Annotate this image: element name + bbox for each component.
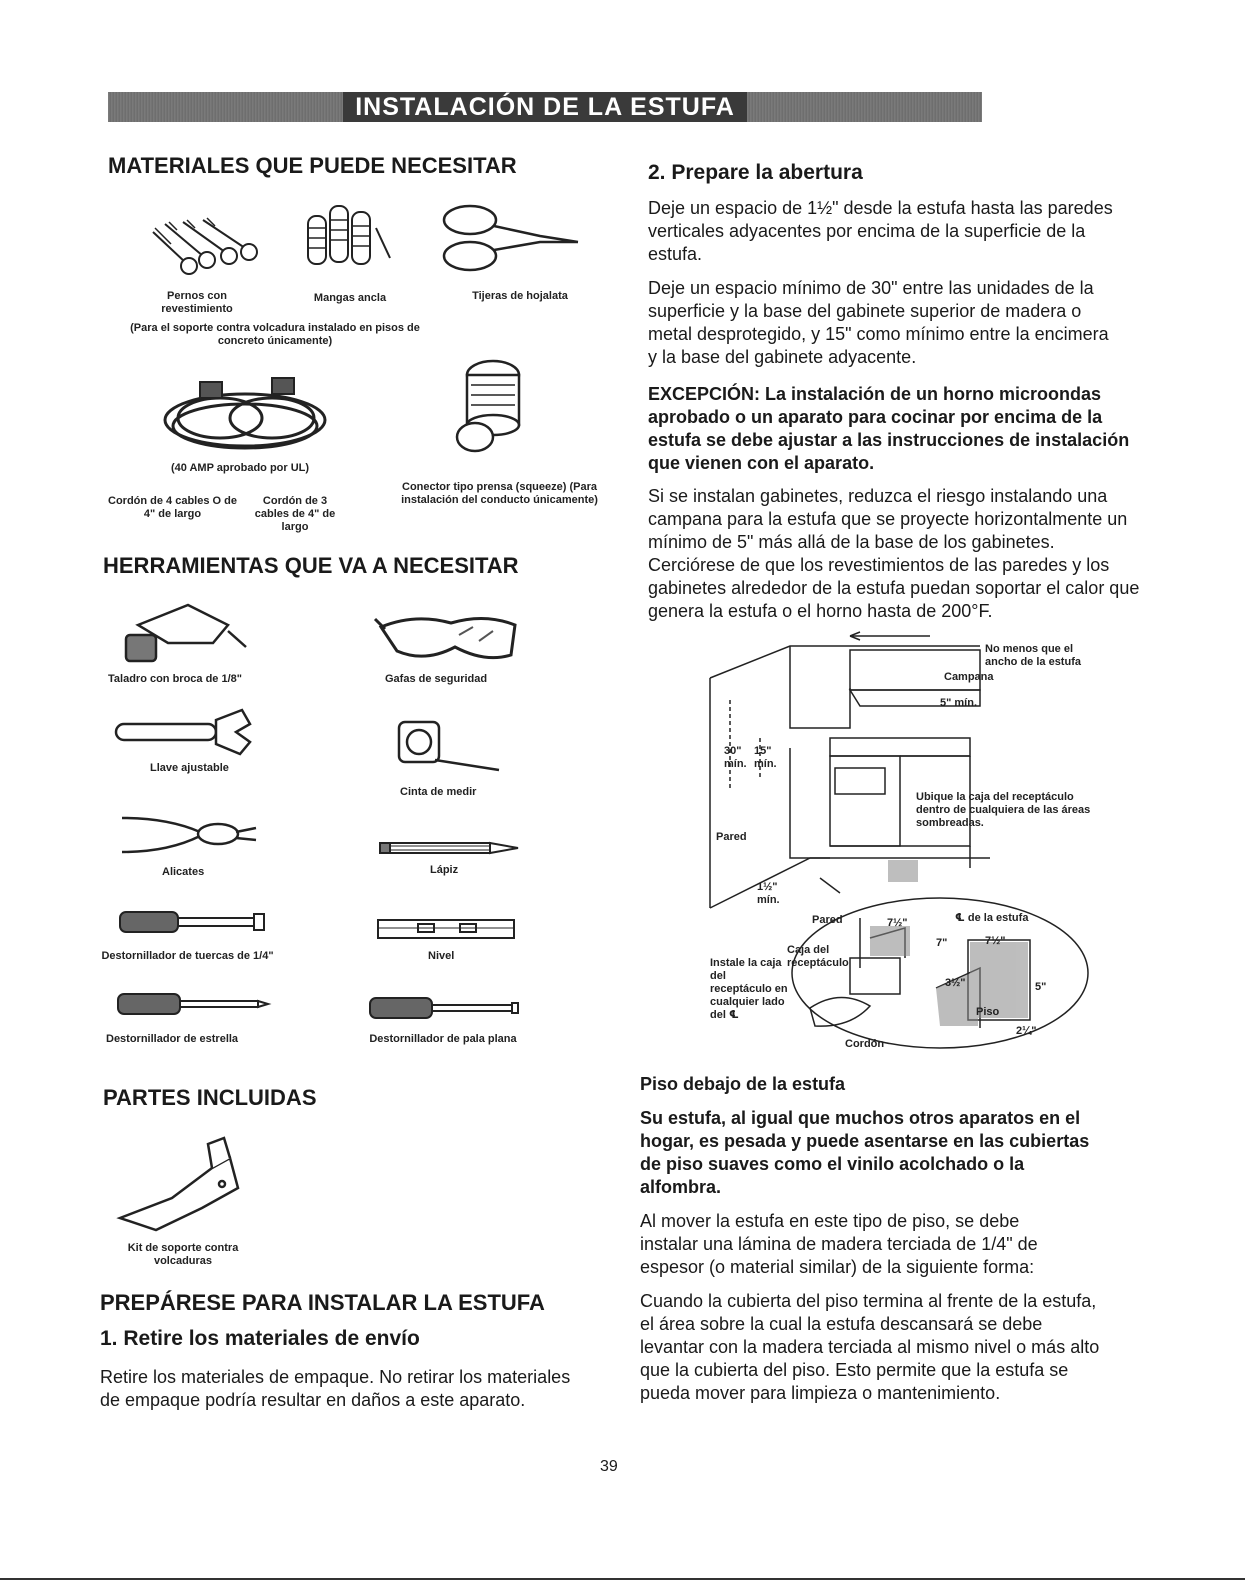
exception-note: EXCEPCIÓN: La instalación de un horno microondas aprobado o un aparato para cocinar por encima de la estufa se debe ajustar a las instrucciones de instalación que vienen con el aparato. — [648, 384, 1130, 473]
mangas-caption: Mangas ancla — [313, 292, 387, 304]
diagram-instale: Instale la caja del receptáculo en cualquier lado del ℄ — [710, 957, 788, 1021]
concrete-note: (Para el soporte contra volcadura instalado en pisos de concreto únicamente) — [130, 322, 420, 347]
diagram-pared: Pared — [716, 831, 747, 843]
diagram-ubique: Ubique la caja del receptáculo dentro de cualquiera de las áreas sombreadas. — [916, 791, 1091, 829]
goggles-illustration — [375, 605, 520, 665]
floor-p1: Al mover la estufa en este tipo de piso, se debe instalar una lámina de madera terciada de 1/4" de espesor (o material similar) de la siguiente forma: — [640, 1211, 1038, 1277]
step1-heading: 1. Retire los materiales de envío — [100, 1327, 420, 1350]
floor-heading: Piso debajo de la estufa — [640, 1074, 846, 1094]
lapiz-caption: Lápiz — [430, 864, 459, 876]
diagram-30min: 30" mín. — [724, 745, 747, 770]
tijeras-caption: Tijeras de hojalata — [472, 290, 568, 302]
screws-illustration — [145, 212, 260, 282]
llave-caption: Llave ajustable — [150, 762, 229, 774]
diagram-cordon: Cordón — [845, 1038, 885, 1050]
kit-caption: Kit de soporte contra volcaduras — [127, 1242, 239, 1267]
bottom-rule — [0, 1578, 1245, 1580]
floor-bold-text: Su estufa, al igual que muchos otros aparatos en el hogar, es pesada y puede asentarse en las cubiertas de piso suaves como el vinilo acolchado o la alfombra. — [640, 1108, 1090, 1197]
wrench-illustration — [112, 710, 252, 755]
diagram-no-menos: No menos que el ancho de la estufa — [985, 643, 1081, 668]
ul-note: (40 AMP aprobado por UL) — [170, 462, 310, 474]
tin-snips-illustration — [440, 200, 580, 275]
anchors-illustration — [300, 198, 400, 278]
pencil-illustration — [380, 840, 520, 856]
anti-tip-bracket-illustration — [112, 1138, 247, 1233]
diagram-2-25: 2¼" — [1016, 1025, 1037, 1037]
gafas-caption: Gafas de seguridad — [385, 673, 488, 685]
dest-estrella-caption: Destornillador de estrella — [106, 1033, 239, 1045]
nivel-caption: Nivel — [428, 950, 455, 962]
taladro-caption: Taladro con broca de 1/8" — [108, 673, 242, 685]
tape-measure-illustration — [395, 718, 505, 778]
materials-heading: MATERIALES QUE PUEDE NECESITAR — [108, 153, 517, 178]
alicates-caption: Alicates — [162, 866, 205, 878]
diagram-7-5a: 7½" — [887, 917, 908, 929]
step2-p3: Si se instalan gabinetes, reduzca el riesgo instalando una campana para la estufa que se proyecte horizontalmente un mínimo de 5" más allá de la base de los gabinetes. Cerciórese de que los revestimientos de las paredes y los gabinetes alrededor de la estufa puedan soportar el calor que genera la estufa o el horno hasta de 200°F. — [648, 486, 1140, 621]
dest-tuercas-caption: Destornillador de tuercas de 1/4" — [101, 950, 274, 962]
diagram-1-5min: 1½" mín. — [757, 881, 780, 906]
dest-pala-caption: Destornillador de pala plana — [369, 1033, 517, 1045]
diagram-3-5: 3½" — [945, 977, 966, 989]
cordon4-caption: Cordón de 4 cables O de 4" de largo — [108, 495, 237, 520]
diagram-campana: Campana — [944, 671, 994, 683]
diagram-cl-estufa: ℄ de la estufa — [955, 912, 1029, 924]
cordon3-caption: Cordón de 3 cables de 4" de largo — [254, 495, 336, 533]
step1-text: Retire los materiales de empaque. No retirar los materiales de empaque podría resultar en daños a este aparato. — [100, 1367, 571, 1410]
diagram-15min: 15" mín. — [754, 745, 777, 770]
banner — [108, 92, 982, 122]
conector-caption: Conector tipo prensa (squeeze) (Para instalación del conducto únicamente) — [401, 481, 598, 506]
diagram-5min: 5" mín. — [940, 697, 978, 709]
diagram-7-5b: 7½" — [985, 935, 1006, 947]
step2-p2: Deje un espacio mínimo de 30" entre las unidades de la superficie y la base del gabinete superior de madera o metal desprotegido, y 15" como mínimo entre la encimera y la base del gabinete adyacente. — [648, 278, 1109, 367]
diagram-piso: Piso — [976, 1006, 1000, 1018]
diagram-caja: Caja del receptáculo — [787, 944, 849, 969]
step2-p1: Deje un espacio de 1½" desde la estufa hasta las paredes verticales adyacentes por encima de la superficie de la estufa. — [648, 198, 1113, 264]
drill-illustration — [118, 595, 248, 665]
cinta-caption: Cinta de medir — [400, 786, 477, 798]
tools-heading: HERRAMIENTAS QUE VA A NECESITAR — [103, 553, 519, 578]
floor-p2: Cuando la cubierta del piso termina al frente de la estufa, el área sobre la cual la estufa descansará se debe levantar con la madera terciada al mismo nivel o más alto que la cubierta del piso. Esto permite que la estufa se pueda mover para limpieza o mantenimiento. — [640, 1291, 1100, 1403]
pernos-caption: Pernos con revestimiento — [161, 290, 233, 315]
phillips-screwdriver-illustration — [118, 992, 268, 1016]
power-cords-illustration — [160, 360, 330, 465]
page-number: 39 — [600, 1458, 618, 1475]
prepare-heading: PREPÁRESE PARA INSTALAR LA ESTUFA — [100, 1290, 545, 1315]
nut-driver-illustration — [120, 910, 265, 934]
diagram-7: 7" — [936, 937, 948, 949]
diagram-5: 5" — [1035, 981, 1047, 993]
pliers-illustration — [118, 808, 258, 858]
step2-heading: 2. Prepare la abertura — [648, 161, 863, 184]
squeeze-connector-illustration — [445, 345, 535, 455]
diagram-pared2: Pared — [812, 914, 843, 926]
banner-title: INSTALACIÓN DE LA ESTUFA — [343, 92, 747, 122]
parts-heading: PARTES INCLUIDAS — [103, 1085, 317, 1110]
level-illustration — [378, 918, 516, 942]
flat-screwdriver-illustration — [370, 996, 520, 1020]
